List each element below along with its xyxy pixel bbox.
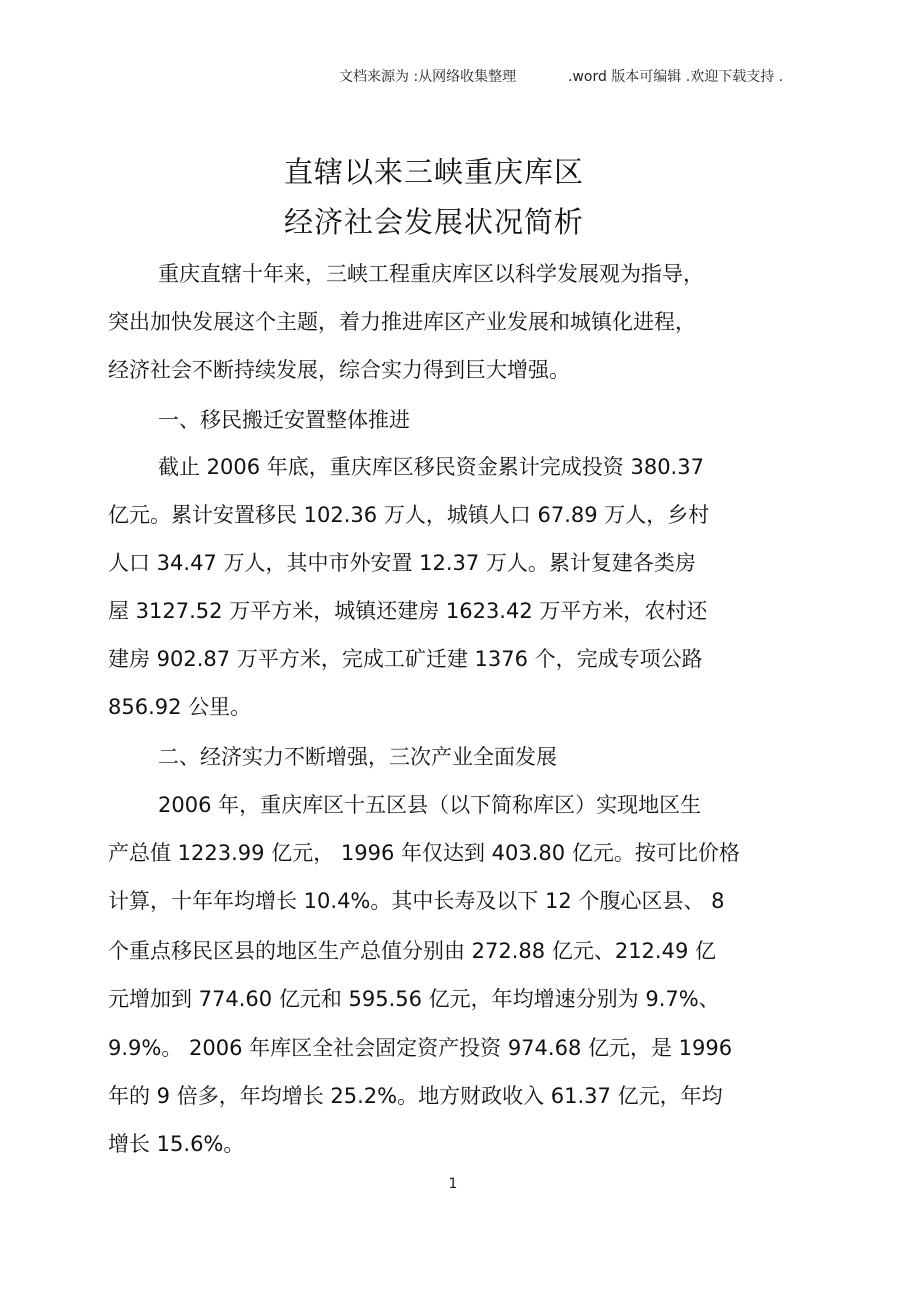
section2-line-6: 9.9%。 2006 年库区全社会固定资产投资 974.68 亿元，是 1996 xyxy=(108,1036,733,1060)
section-heading-1: 一、移民搬迁安置整体推进 xyxy=(158,408,410,432)
section1-line-6: 856.92 公里。 xyxy=(108,695,252,719)
section1-line-2: 亿元。累计安置移民 102.36 万人，城镇人口 67.89 万人，乡村 xyxy=(108,503,710,527)
intro-line-1: 重庆直辖十年来，三峡工程重庆库区以科学发展观为指导， xyxy=(158,262,704,286)
page-number: 1 xyxy=(448,1176,458,1192)
section2-line-7: 年的 9 倍多，年均增长 25.2%。地方财政收入 61.37 亿元，年均 xyxy=(108,1084,723,1108)
section1-line-3: 人口 34.47 万人，其中市外安置 12.37 万人。累计复建各类房 xyxy=(108,551,696,575)
page-header xyxy=(0,66,920,88)
section2-line-4: 个重点移民区县的地区生产总值分别由 272.88 亿元、212.49 亿 xyxy=(108,939,716,963)
document-title-line-1: 直辖以来三峡重庆库区 xyxy=(283,155,584,189)
document-title-line-2: 经济社会发展状况简析 xyxy=(283,205,584,239)
section2-line-2: 产总值 1223.99 亿元， 1996 年仅达到 403.80 亿元。按可比价格 xyxy=(108,841,740,865)
section2-line-1: 2006 年，重庆库区十五区县（以下简称库区）实现地区生 xyxy=(158,793,702,817)
section1-line-5: 建房 902.87 万平方米，完成工矿迁建 1376 个，完成专项公路 xyxy=(108,647,703,671)
intro-line-2: 突出加快发展这个主题，着力推进库区产业发展和城镇化进程， xyxy=(108,310,696,334)
section2-line-3: 计算，十年年均增长 10.4%。其中长寿及以下 12 个腹心区县、 8 xyxy=(108,889,725,913)
section2-line-8: 增长 15.6%。 xyxy=(108,1132,245,1156)
section-heading-2: 二、经济实力不断增强，三次产业全面发展 xyxy=(158,745,557,769)
section1-line-1: 截止 2006 年底，重庆库区移民资金累计完成投资 380.37 xyxy=(158,455,704,479)
section1-line-4: 屋 3127.52 万平方米，城镇还建房 1623.42 万平方米，农村还 xyxy=(108,599,708,623)
section2-line-5: 元增加到 774.60 亿元和 595.56 亿元，年均增速分别为 9.7%、 xyxy=(108,987,720,1011)
header-source-note: 文档来源为 :从网络收集整理 xyxy=(339,69,517,85)
intro-line-3: 经济社会不断持续发展，综合实力得到巨大增强。 xyxy=(108,358,570,382)
header-edit-note: .word 版本可编辑 .欢迎下载支持 . xyxy=(568,69,784,85)
